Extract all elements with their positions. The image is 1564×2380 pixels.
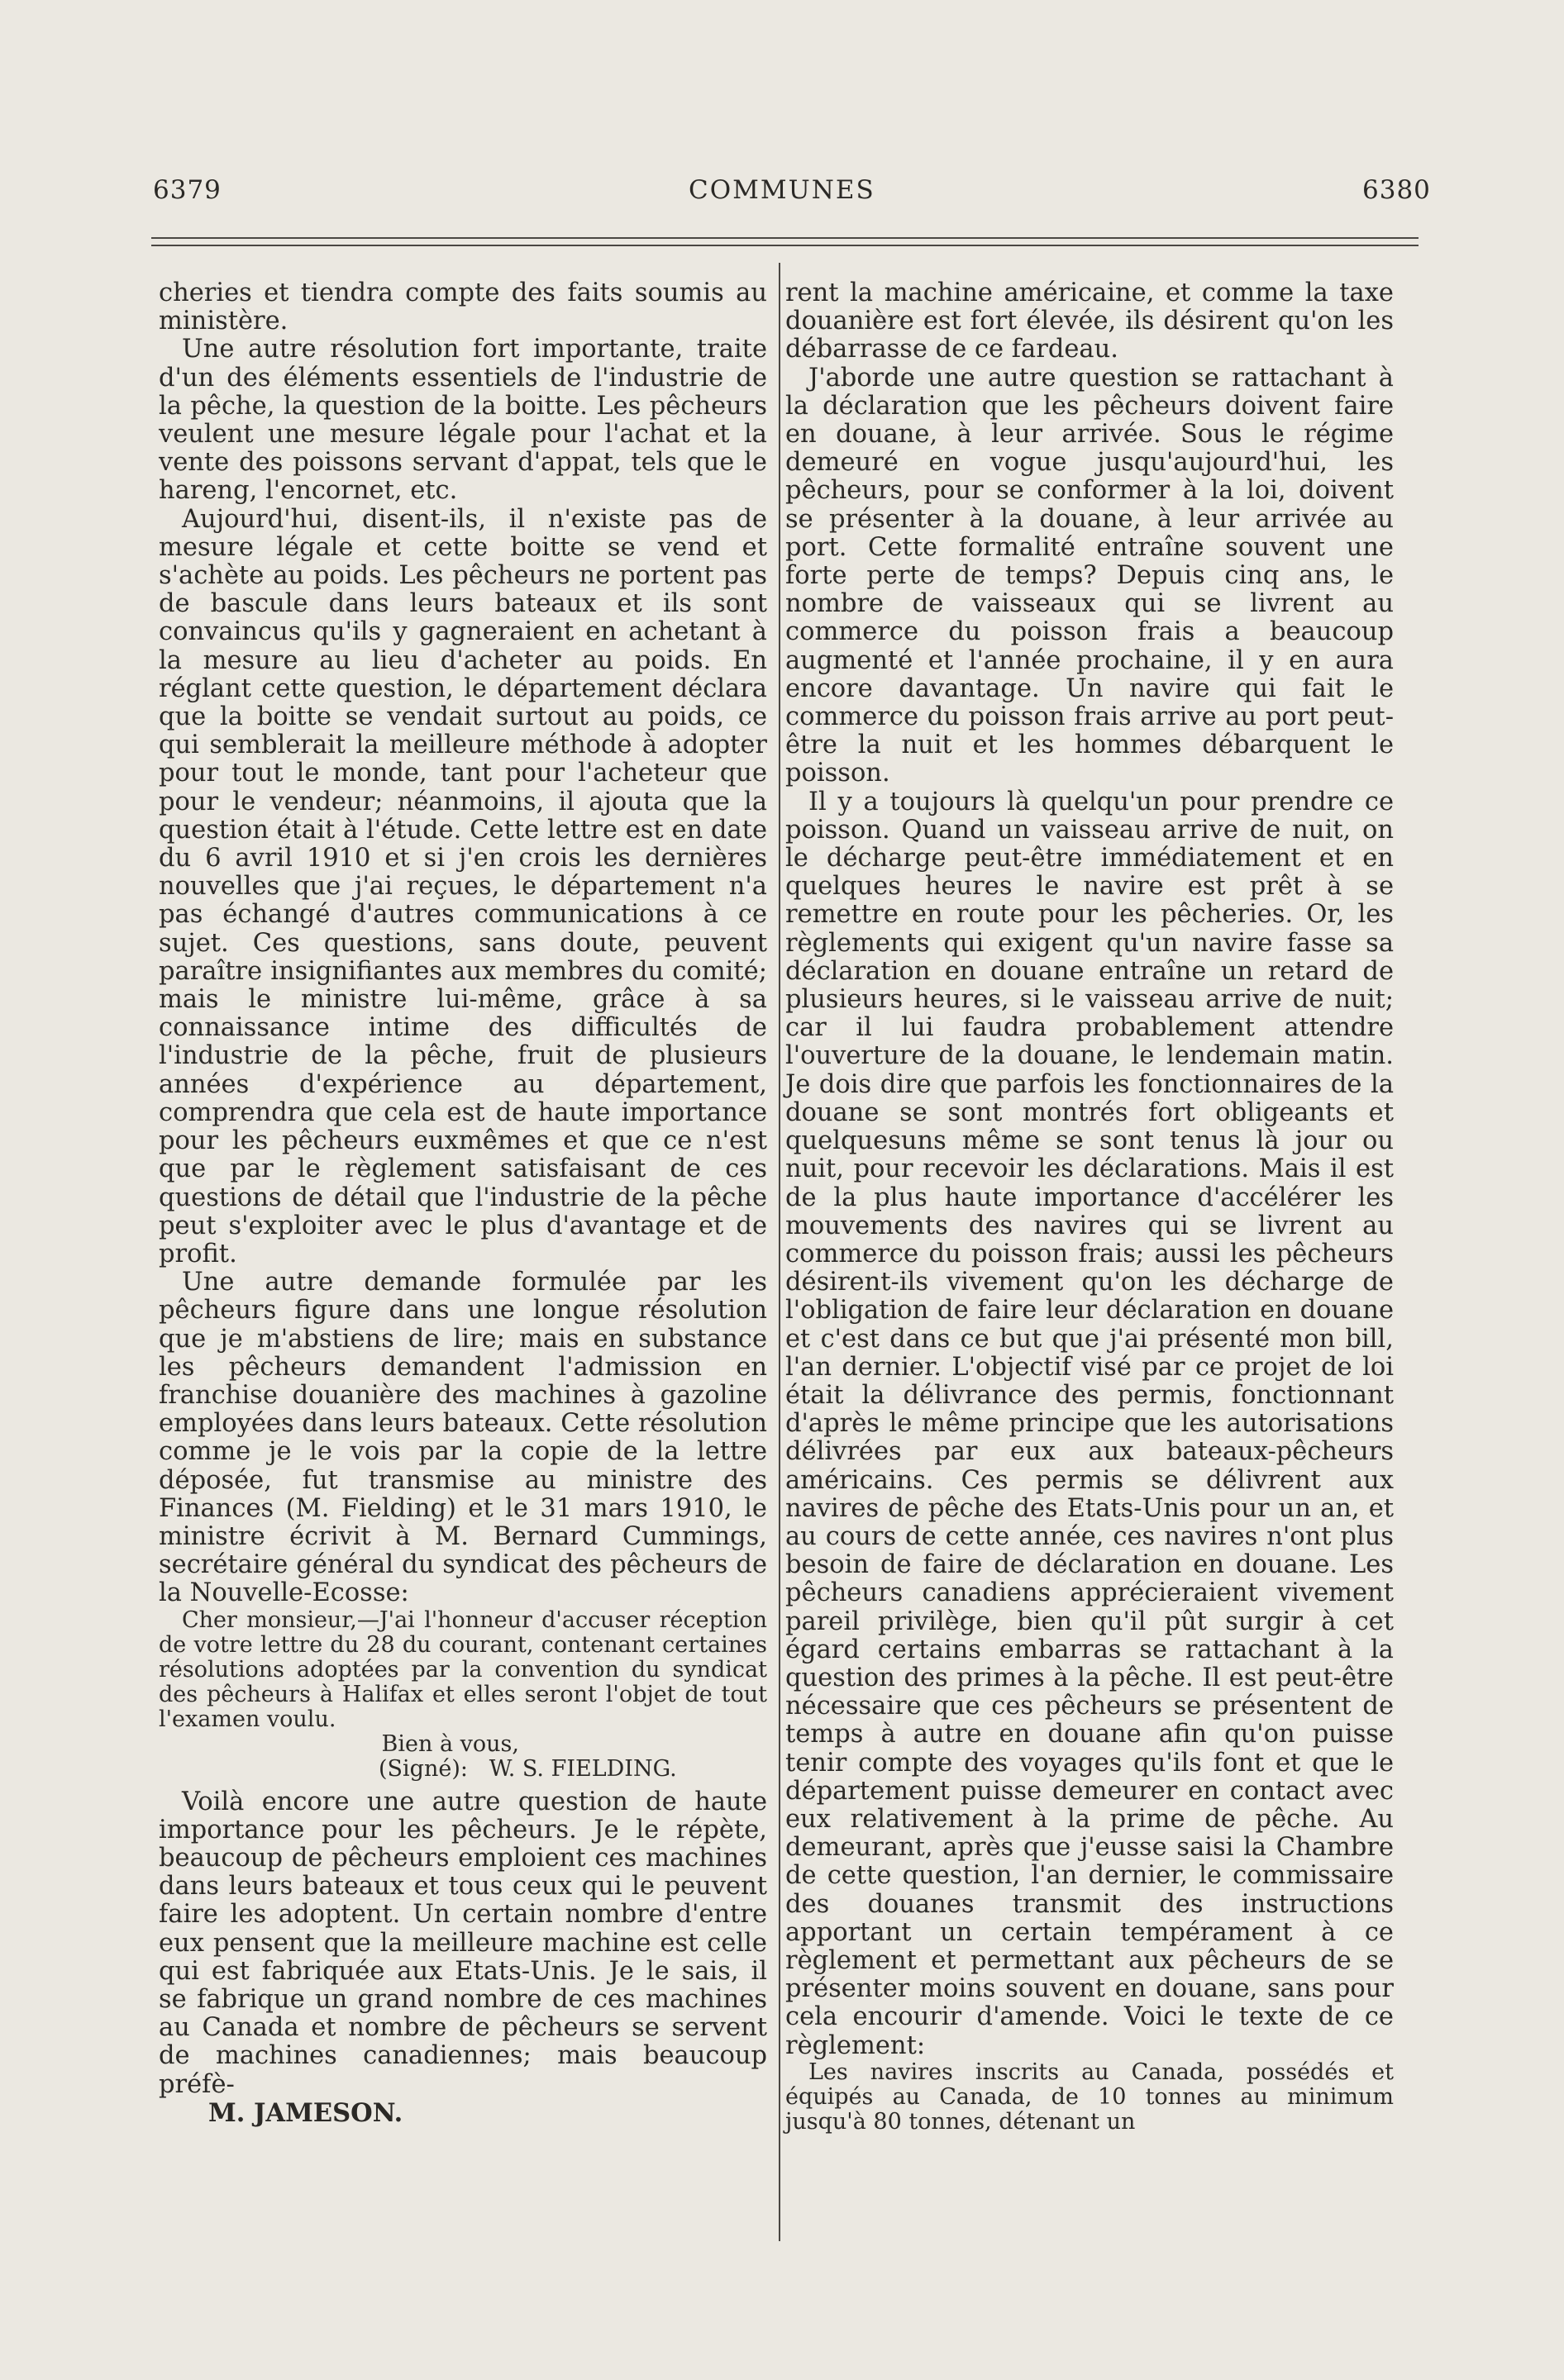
page-number-right: 6380 [1362,175,1431,205]
header-rule-top [151,237,1419,239]
header-rule-bottom [151,245,1419,246]
left-column [159,279,767,2127]
paragraph: Il y a toujours là quelqu'un pour prendre ce poisson. Quand un vaisseau arrive de nuit, on le décharge peut-être immédiatement et en quelques heures le navire est prêt à se remettre en route pour les pêcheries. Or, les règlements qui exigent qu'un navire fasse sa déclaration en douane entraîne un retard de plusieurs heures, si le vaisseau arrive de nuit; car il lui faudra probablement attendre l'ouverture de la douane, le lendemain matin. Je dois dire que parfois les fonctionnaires de la douane se sont montrés fort obligeants et quelquesuns même se sont tenus là jour ou nuit, pour recevoir les déclarations. Mais il est de la plus haute importance d'accélérer les mouvements des navires qui se livrent au commerce du poisson frais; aussi les pêcheurs désirent-ils vivement qu'on les décharge de l'obligation de faire leur déclaration en douane et c'est dans ce but que j'ai présenté mon bill, l'an dernier. L'objectif visé par ce projet de loi était la délivrance des permis, fonctionnant d'après le même principe que les autorisations délivrées par eux aux bateaux-pêcheurs américains. Ces permis se délivrent aux navires de pêche des Etats-Unis pour un an, et au cours de cette année, ces navires n'ont plus besoin de faire de déclaration en douane. Les pêcheurs canadiens apprécieraient vivement pareil privilège, bien qu'il pût surgir à cet égard certains embarras se rattachant à la question des primes à la pêche. Il est peut-être nécessaire que ces pêcheurs se présentent de temps à autre en douane afin qu'on puisse tenir compte des voyages qu'ils font et que le département puisse demeurer en contact avec eux relativement à la prime de pêche. Au demeurant, après que j'eusse saisi la Chambre de cette question, l'an dernier, le commissaire des douanes transmit des instructions apportant un certain tempérament à ce règlement et permettant aux pêcheurs de se présenter moins souvent en douane, sans pour cela encourir d'amende. Voici le texte de ce règlement: [785,787,1394,2060]
paragraph: Aujourd'hui, disent-ils, il n'existe pas de mesure légale et cette boitte se vend et s'achète au poids. Les pêcheurs ne portent pas de bascule dans leurs bateaux et ils sont convaincus qu'ils y gagneraient en achetant à la mesure au lieu d'acheter au poids. En réglant cette question, le département déclara que la boitte se vendait surtout au poids, ce qui semblerait la meilleure méthode à adopter pour tout le monde, tant pour l'acheteur que pour le vendeur; néanmoins, il ajouta que la question était à l'étude. Cette lettre est en date du 6 avril 1910 et si j'en crois les dernières nouvelles que j'ai reçues, le département n'a pas échangé d'autres communications à ce sujet. Ces questions, sans doute, peuvent paraître insignifiantes aux membres du comité; mais le ministre lui-même, grâce à sa connaissance intime des difficultés de l'industrie de la pêche, fruit de plusieurs années d'expérience au département, comprendra que cela est de haute importance pour les pêcheurs euxmêmes et que ce n'est que par le règlement satisfaisant de ces questions de détail que l'industrie de la pêche peut s'exploiter avec le plus d'avantage et de profit. [159,504,767,1269]
paragraph: cheries et tiendra compte des faits soumis au ministère. [159,278,767,336]
letter-closing: Bien à vous, [381,1730,519,1757]
letter-body: Cher monsieur,—J'ai l'honneur d'accuser réception de votre lettre du 28 du courant, contenant certaines résolutions adoptées par la convention du syndicat des pêcheurs à Halifax et elles seront l'objet de tout l'examen voulu. [159,1606,767,1732]
page-number-left: 6379 [153,175,222,205]
paragraph: J'aborde une autre question se rattachant à la déclaration que les pêcheurs doivent faire en douane, à leur arrivée. Sous le régime demeuré en vogue jusqu'aujourd'hui, les pêcheurs, pour se conformer à la loi, doivent se présenter à la douane, à leur arrivée au port. Cette formalité entraîne souvent une forte perte de temps? Depuis cinq ans, le nombre de vaisseaux qui se livrent au commerce du poisson frais a beaucoup augmenté et l'année prochaine, il y en aura encore davantage. Un navire qui fait le commerce du poisson frais arrive au port peut-être la nuit et les hommes débarquent le poisson. [785,363,1394,788]
running-title: COMMUNES [689,175,875,205]
regulation-quote: Les navires inscrits au Canada, possédés et équipés au Canada, de 10 tonnes au minimum jusqu'à 80 tonnes, détenant un [785,2059,1394,2135]
letter-signature: (Signé): W. S. FIELDING. [379,1755,677,1782]
paragraph: Une autre demande formulée par les pêcheurs figure dans une longue résolution que je m'abstiens de lire; mais en substance les pêcheurs demandent l'admission en franchise douanière des machines à gazoline employées dans leurs bateaux. Cette résolution comme je le vois par la copie de la lettre déposée, fut transmise au ministre des Finances (M. Fielding) et le 31 mars 1910, le ministre écrivit à M. Bernard Cummings, secrétaire général du syndicat des pêcheurs de la Nouvelle-Ecosse: [159,1268,767,1608]
right-column [785,279,1394,2135]
paragraph: Une autre résolution fort importante, traite d'un des éléments essentiels de l'industrie de la pêche, la question de la boitte. Les pêcheurs veulent une mesure légale pour l'achat et la vente des poissons servant d'appat, tels que le hareng, l'encornet, etc. [159,335,767,506]
paragraph: Voilà encore une autre question de haute importance pour les pêcheurs. Je le répète, beaucoup de pêcheurs emploient ces machines dans leurs bateaux et tous ceux qui le peuvent faire les adoptent. Un certain nombre d'entre eux pensent que la meilleure machine est celle qui est fabriquée aux Etats-Unis. Je le sais, il se fabrique un grand nombre de ces machines au Canada et nombre de pêcheurs se servent de machines canadiennes; mais beaucoup préfè- [159,1787,767,2099]
paragraph: rent la machine américaine, et comme la taxe douanière est fort élevée, ils désirent qu'on les débarrasse de ce fardeau. [785,278,1394,364]
speaker-name: M. JAMESON. [208,2097,403,2128]
column-divider [779,263,780,2241]
